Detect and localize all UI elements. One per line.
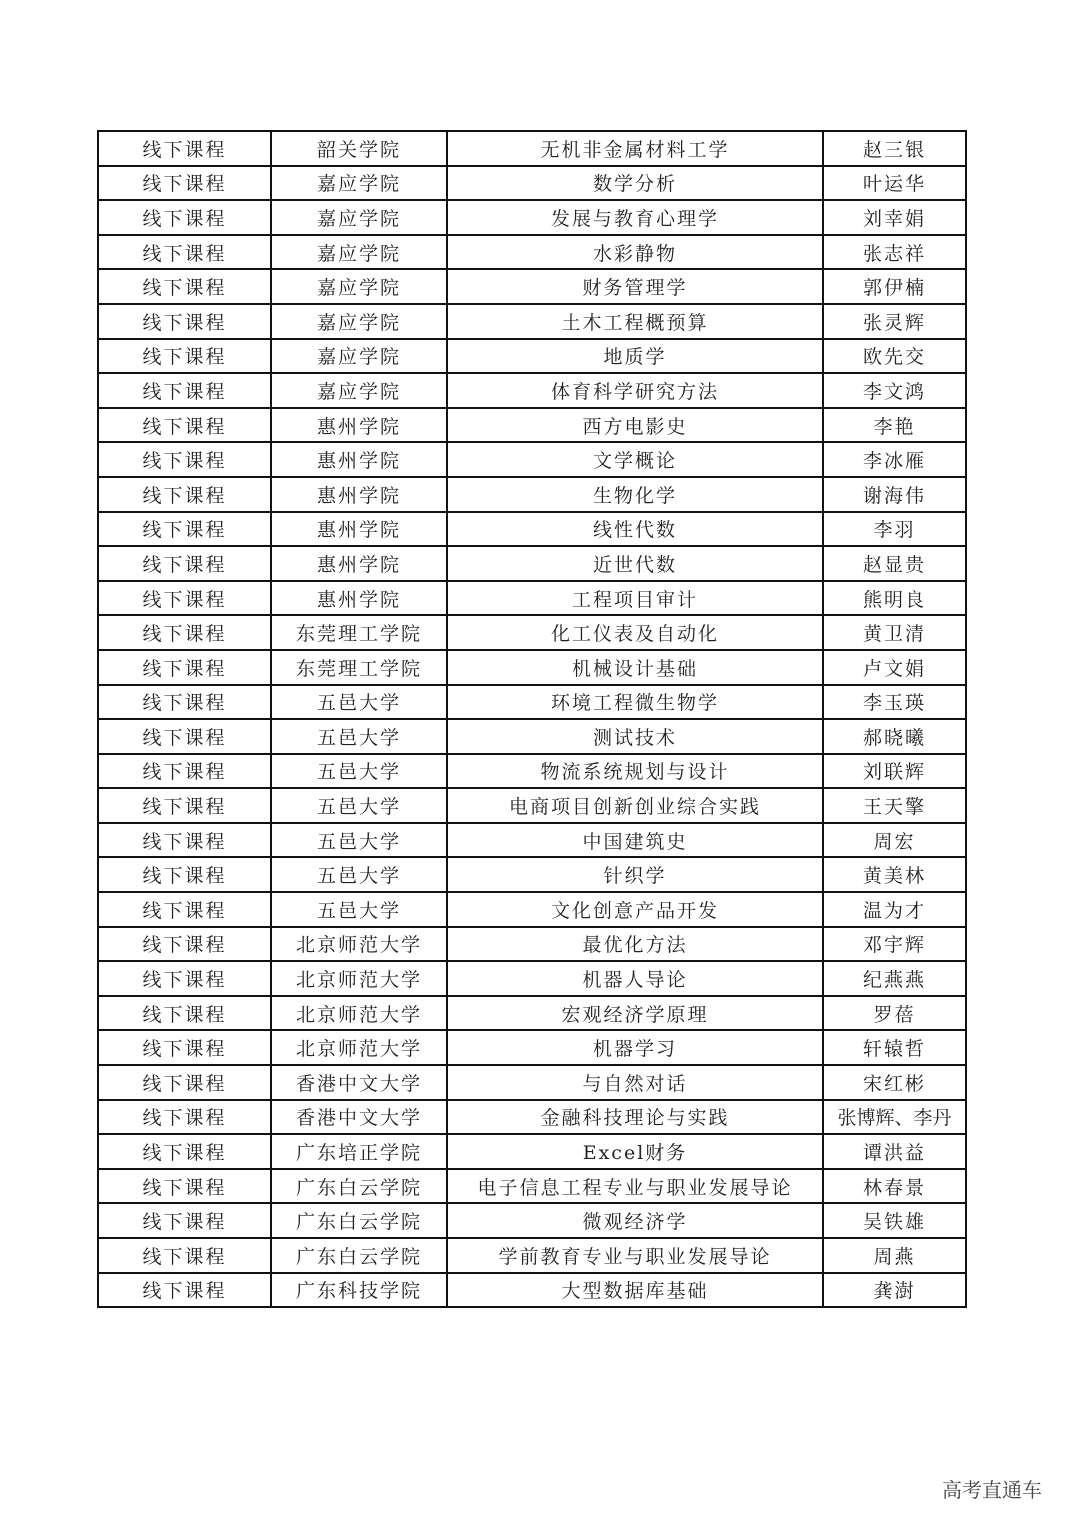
school-cell: 惠州学院 [271, 581, 447, 616]
school-cell: 嘉应学院 [271, 200, 447, 235]
table-row [98, 719, 966, 754]
teacher-cell: 熊明良 [823, 581, 966, 616]
school-cell: 香港中文大学 [271, 1100, 447, 1135]
table-row [98, 927, 966, 962]
course-type-cell: 线下课程 [98, 408, 271, 443]
table-row [98, 1134, 966, 1169]
course-type-cell: 线下课程 [98, 442, 271, 477]
course-type-cell: 线下课程 [98, 131, 271, 166]
course-name-cell: 无机非金属材料工学 [447, 131, 823, 166]
course-type-cell: 线下课程 [98, 857, 271, 892]
table-row [98, 131, 966, 166]
school-cell: 北京师范大学 [271, 927, 447, 962]
table-row [98, 615, 966, 650]
table-row [98, 235, 966, 270]
school-cell: 北京师范大学 [271, 996, 447, 1031]
school-cell: 广东科技学院 [271, 1273, 447, 1308]
table-row [98, 857, 966, 892]
school-cell: 五邑大学 [271, 823, 447, 858]
table-row [98, 512, 966, 547]
school-cell: 韶关学院 [271, 131, 447, 166]
school-cell: 广东白云学院 [271, 1238, 447, 1273]
course-type-cell: 线下课程 [98, 1134, 271, 1169]
course-name-cell: 发展与教育心理学 [447, 200, 823, 235]
course-name-cell: 土木工程概预算 [447, 304, 823, 339]
course-name-cell: 文化创意产品开发 [447, 892, 823, 927]
table-row [98, 269, 966, 304]
school-cell: 嘉应学院 [271, 373, 447, 408]
course-type-cell: 线下课程 [98, 269, 271, 304]
course-name-cell: 生物化学 [447, 477, 823, 512]
table-row [98, 373, 966, 408]
teacher-cell: 谭洪益 [823, 1134, 966, 1169]
course-name-cell: 电子信息工程专业与职业发展导论 [447, 1169, 823, 1204]
table-row [98, 546, 966, 581]
school-cell: 嘉应学院 [271, 304, 447, 339]
school-cell: 惠州学院 [271, 408, 447, 443]
table-row [98, 788, 966, 823]
teacher-cell: 纪燕燕 [823, 961, 966, 996]
teacher-cell: 李文鸿 [823, 373, 966, 408]
course-name-cell: 文学概论 [447, 442, 823, 477]
course-name-cell: 近世代数 [447, 546, 823, 581]
table-row [98, 1203, 966, 1238]
course-type-cell: 线下课程 [98, 1169, 271, 1204]
course-name-cell: 地质学 [447, 339, 823, 374]
teacher-cell: 卢文娟 [823, 650, 966, 685]
course-type-cell: 线下课程 [98, 615, 271, 650]
course-type-cell: 线下课程 [98, 1065, 271, 1100]
course-type-cell: 线下课程 [98, 373, 271, 408]
teacher-cell: 李艳 [823, 408, 966, 443]
school-cell: 东莞理工学院 [271, 650, 447, 685]
teacher-cell: 张志祥 [823, 235, 966, 270]
teacher-cell: 叶运华 [823, 166, 966, 201]
school-cell: 嘉应学院 [271, 235, 447, 270]
course-name-cell: 与自然对话 [447, 1065, 823, 1100]
teacher-cell: 赵三银 [823, 131, 966, 166]
course-type-cell: 线下课程 [98, 719, 271, 754]
school-cell: 五邑大学 [271, 788, 447, 823]
course-type-cell: 线下课程 [98, 339, 271, 374]
teacher-cell: 龚澍 [823, 1273, 966, 1308]
course-name-cell: 工程项目审计 [447, 581, 823, 616]
teacher-cell: 林春景 [823, 1169, 966, 1204]
teacher-cell: 周燕 [823, 1238, 966, 1273]
table-row [98, 442, 966, 477]
table-row [98, 408, 966, 443]
teacher-cell: 邓宇辉 [823, 927, 966, 962]
table-row [98, 339, 966, 374]
course-type-cell: 线下课程 [98, 235, 271, 270]
course-name-cell: 机械设计基础 [447, 650, 823, 685]
course-name-cell: 环境工程微生物学 [447, 685, 823, 720]
course-type-cell: 线下课程 [98, 650, 271, 685]
teacher-cell: 张博辉、李丹 [823, 1100, 966, 1135]
teacher-cell: 赵显贵 [823, 546, 966, 581]
watermark: 高考直通车 [942, 1478, 1042, 1502]
course-name-cell: 机器学习 [447, 1030, 823, 1065]
course-type-cell: 线下课程 [98, 961, 271, 996]
course-name-cell: 化工仪表及自动化 [447, 615, 823, 650]
school-cell: 北京师范大学 [271, 961, 447, 996]
school-cell: 五邑大学 [271, 857, 447, 892]
school-cell: 嘉应学院 [271, 339, 447, 374]
course-type-cell: 线下课程 [98, 1203, 271, 1238]
school-cell: 香港中文大学 [271, 1065, 447, 1100]
school-cell: 广东培正学院 [271, 1134, 447, 1169]
teacher-cell: 李冰雁 [823, 442, 966, 477]
course-name-cell: 电商项目创新创业综合实践 [447, 788, 823, 823]
course-type-cell: 线下课程 [98, 754, 271, 789]
school-cell: 嘉应学院 [271, 269, 447, 304]
teacher-cell: 轩辕哲 [823, 1030, 966, 1065]
course-type-cell: 线下课程 [98, 892, 271, 927]
table-row [98, 685, 966, 720]
course-name-cell: 机器人导论 [447, 961, 823, 996]
course-type-cell: 线下课程 [98, 823, 271, 858]
school-cell: 五邑大学 [271, 719, 447, 754]
school-cell: 广东白云学院 [271, 1169, 447, 1204]
school-cell: 东莞理工学院 [271, 615, 447, 650]
school-cell: 惠州学院 [271, 477, 447, 512]
course-name-cell: 体育科学研究方法 [447, 373, 823, 408]
teacher-cell: 张灵辉 [823, 304, 966, 339]
table-row [98, 1065, 966, 1100]
course-name-cell: 测试技术 [447, 719, 823, 754]
table-row [98, 1030, 966, 1065]
table-row [98, 1238, 966, 1273]
teacher-cell: 周宏 [823, 823, 966, 858]
table-row [98, 1169, 966, 1204]
course-type-cell: 线下课程 [98, 1238, 271, 1273]
course-type-cell: 线下课程 [98, 166, 271, 201]
teacher-cell: 郝晓曦 [823, 719, 966, 754]
table-row [98, 581, 966, 616]
course-name-cell: 水彩静物 [447, 235, 823, 270]
course-type-cell: 线下课程 [98, 477, 271, 512]
course-name-cell: 中国建筑史 [447, 823, 823, 858]
table-row [98, 477, 966, 512]
teacher-cell: 黄美林 [823, 857, 966, 892]
school-cell: 惠州学院 [271, 546, 447, 581]
table-row [98, 996, 966, 1031]
course-name-cell: 学前教育专业与职业发展导论 [447, 1238, 823, 1273]
course-name-cell: 金融科技理论与实践 [447, 1100, 823, 1135]
teacher-cell: 刘联辉 [823, 754, 966, 789]
table-row [98, 823, 966, 858]
course-name-cell: 物流系统规划与设计 [447, 754, 823, 789]
teacher-cell: 宋红彬 [823, 1065, 966, 1100]
table-row [98, 166, 966, 201]
course-name-cell: 数学分析 [447, 166, 823, 201]
course-name-cell: 线性代数 [447, 512, 823, 547]
school-cell: 北京师范大学 [271, 1030, 447, 1065]
teacher-cell: 吴铁雄 [823, 1203, 966, 1238]
course-name-cell: 最优化方法 [447, 927, 823, 962]
teacher-cell: 李羽 [823, 512, 966, 547]
table-row [98, 961, 966, 996]
course-name-cell: 微观经济学 [447, 1203, 823, 1238]
course-type-cell: 线下课程 [98, 581, 271, 616]
school-cell: 五邑大学 [271, 754, 447, 789]
teacher-cell: 温为才 [823, 892, 966, 927]
table-row [98, 650, 966, 685]
course-type-cell: 线下课程 [98, 927, 271, 962]
course-name-cell: Excel财务 [447, 1134, 823, 1169]
course-type-cell: 线下课程 [98, 1273, 271, 1308]
course-name-cell: 西方电影史 [447, 408, 823, 443]
teacher-cell: 王天擎 [823, 788, 966, 823]
teacher-cell: 黄卫清 [823, 615, 966, 650]
course-type-cell: 线下课程 [98, 788, 271, 823]
course-type-cell: 线下课程 [98, 200, 271, 235]
teacher-cell: 罗蓓 [823, 996, 966, 1031]
table-row [98, 200, 966, 235]
course-name-cell: 宏观经济学原理 [447, 996, 823, 1031]
course-type-cell: 线下课程 [98, 546, 271, 581]
course-type-cell: 线下课程 [98, 1100, 271, 1135]
school-cell: 五邑大学 [271, 685, 447, 720]
school-cell: 五邑大学 [271, 892, 447, 927]
table-row [98, 1273, 966, 1308]
school-cell: 惠州学院 [271, 442, 447, 477]
course-type-cell: 线下课程 [98, 512, 271, 547]
school-cell: 广东白云学院 [271, 1203, 447, 1238]
course-type-cell: 线下课程 [98, 685, 271, 720]
course-name-cell: 财务管理学 [447, 269, 823, 304]
course-type-cell: 线下课程 [98, 1030, 271, 1065]
course-type-cell: 线下课程 [98, 996, 271, 1031]
course-table [97, 130, 967, 1308]
table-row [98, 1100, 966, 1135]
course-table-body [98, 131, 966, 1307]
course-type-cell: 线下课程 [98, 304, 271, 339]
school-cell: 嘉应学院 [271, 166, 447, 201]
table-row [98, 304, 966, 339]
table-row [98, 892, 966, 927]
teacher-cell: 郭伊楠 [823, 269, 966, 304]
course-name-cell: 大型数据库基础 [447, 1273, 823, 1308]
table-row [98, 754, 966, 789]
teacher-cell: 李玉瑛 [823, 685, 966, 720]
school-cell: 惠州学院 [271, 512, 447, 547]
teacher-cell: 刘幸娟 [823, 200, 966, 235]
teacher-cell: 欧先交 [823, 339, 966, 374]
course-name-cell: 针织学 [447, 857, 823, 892]
teacher-cell: 谢海伟 [823, 477, 966, 512]
